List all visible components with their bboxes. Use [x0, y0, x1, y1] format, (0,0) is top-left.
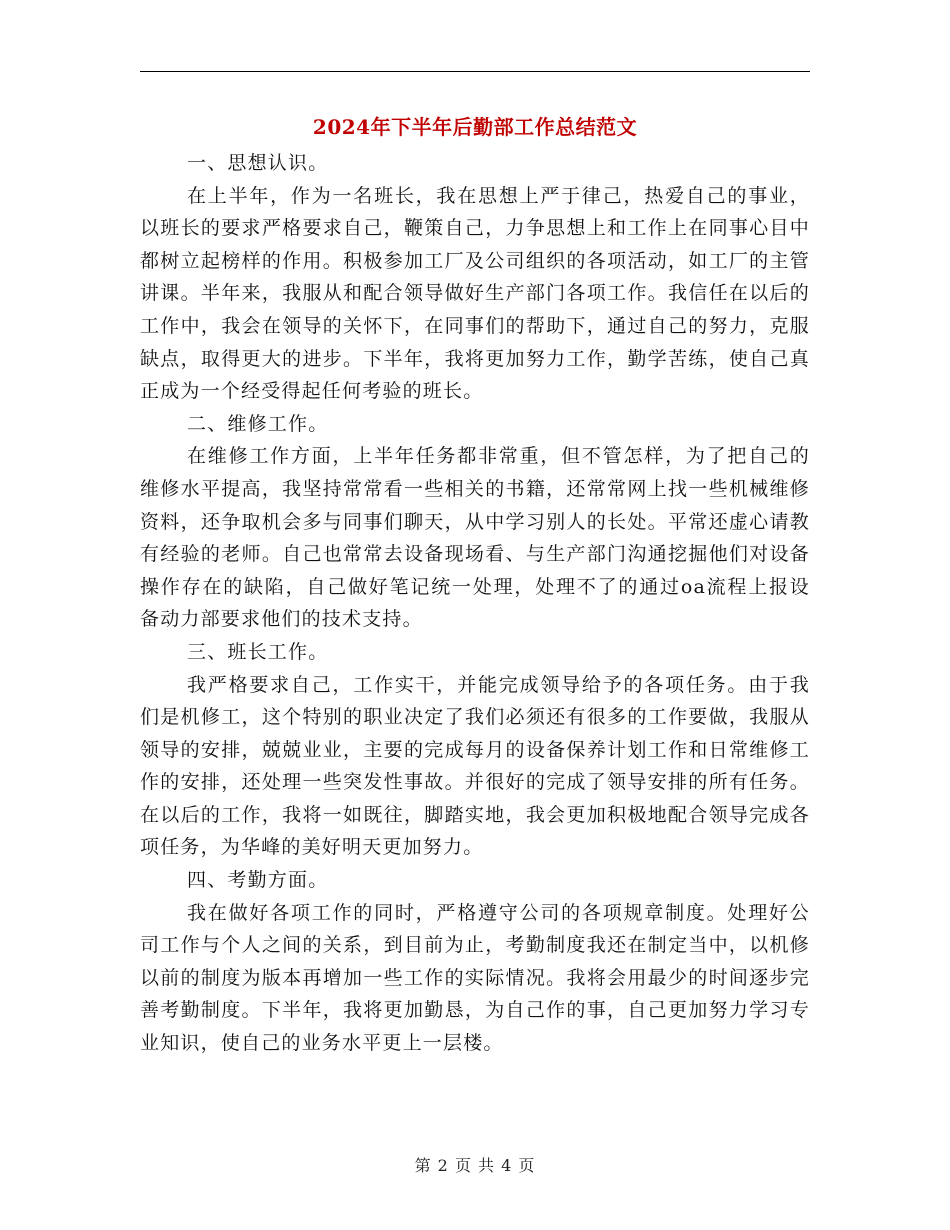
- section-paragraph: 我严格要求自己，工作实干，并能完成领导给予的各项任务。由于我们是机修工，这个特别的职业决定了我们必须还有很多的工作要做，我服从领导的安排，兢兢业业，主要的完成每月的设备保养计划工作和日常维修工作的安排，还处理一些突发性事故。并很好的完成了领导安排的所有任务。在以后的工作，我将一如既往，脚踏实地，我会更加积极地配合领导完成各项任务，为华峰的美好明天更加努力。: [140, 673, 810, 859]
- document-title: 2024年下半年后勤部工作总结范文: [312, 115, 638, 139]
- header-rule: [140, 71, 810, 72]
- section-heading: 三、班长工作。: [187, 640, 329, 663]
- section-heading: 四、考勤方面。: [187, 869, 329, 892]
- document-body: [140, 147, 810, 1060]
- page-number-footer: 第 2 页 共 4 页: [414, 1156, 536, 1175]
- section-paragraph: 在上半年，作为一名班长，我在思想上严于律己，热爱自己的事业，以班长的要求严格要求自己，鞭策自己，力争思想上和工作上在同事心目中都树立起榜样的作用。积极参加工厂及公司组织的各项活动，如工厂的主管讲课。半年来，我服从和配合领导做好生产部门各项工作。我信任在以后的工作中，我会在领导的关怀下，在同事们的帮助下，通过自己的努力，克服缺点，取得更大的进步。下半年，我将更加努力工作，勤学苦练，使自己真正成为一个经受得起任何考验的班长。: [140, 184, 810, 403]
- section-paragraph: 在维修工作方面，上半年任务都非常重，但不管怎样，为了把自己的维修水平提高，我坚持常常看一些相关的书籍，还常常网上找一些机械维修资料，还争取机会多与同事们聊天，从中学习别人的长处。平常还虚心请教有经验的老师。自己也常常去设备现场看、与生产部门沟通挖掘他们对设备操作存在的缺陷，自己做好笔记统一处理，处理不了的通过oa流程上报设备动力部要求他们的技术支持。: [140, 445, 810, 631]
- section-paragraph: 我在做好各项工作的同时，严格遵守公司的各项规章制度。处理好公司工作与个人之间的关系，到目前为止，考勤制度我还在制定当中，以机修以前的制度为版本再增加一些工作的实际情况。我将会用最少的时间逐步完善考勤制度。下半年，我将更加勤恳，为自己作的事，自己更加努力学习专业知识，使自己的业务水平更上一层楼。: [140, 901, 810, 1055]
- section-heading: 二、维修工作。: [187, 412, 329, 435]
- section-heading: 一、思想认识。: [187, 152, 329, 174]
